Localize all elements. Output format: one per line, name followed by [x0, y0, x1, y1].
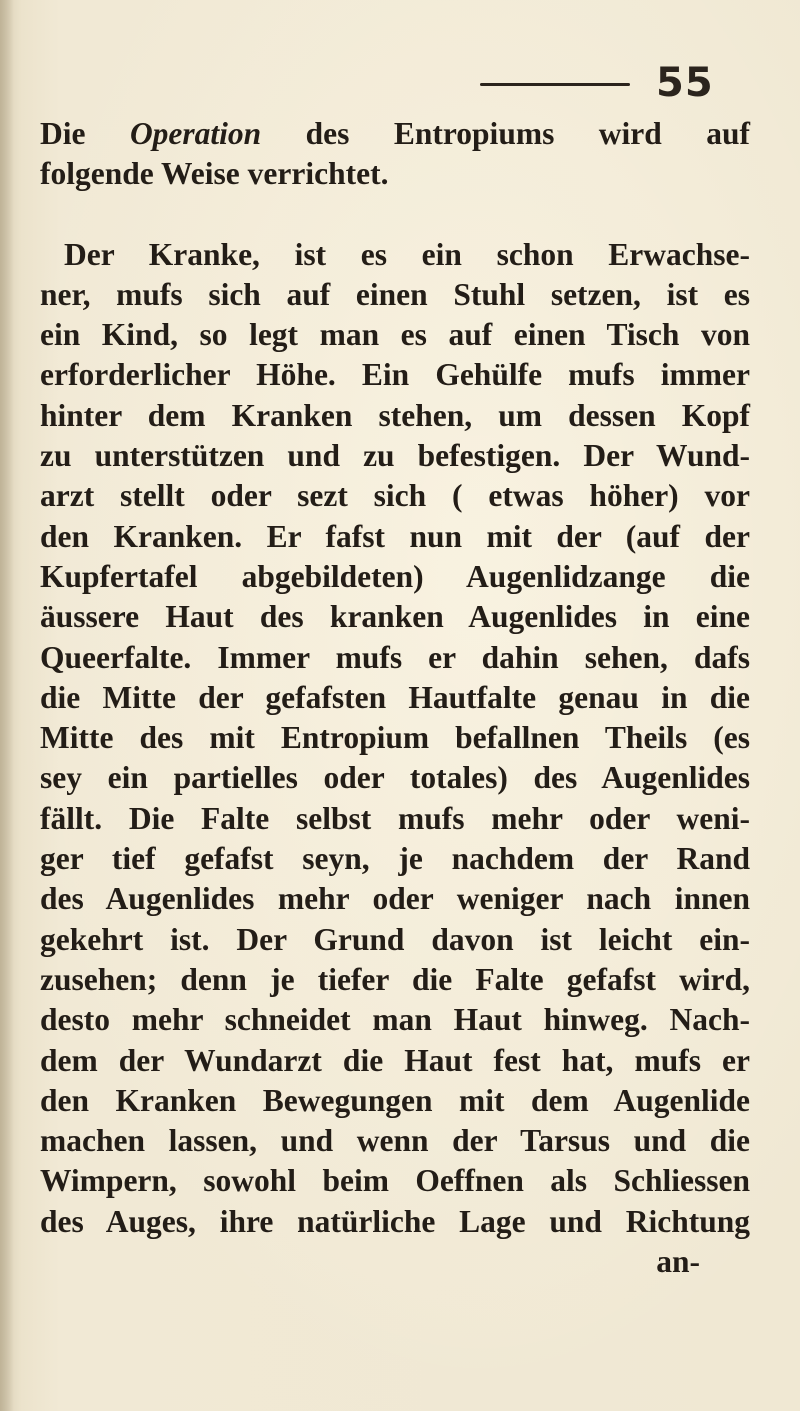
- text-line: machen lassen, und wenn der Tarsus und die: [40, 1123, 750, 1159]
- text-line: Mitte des mit Entropium befallnen Theils (es: [40, 720, 750, 756]
- text-line: des Auges, ihre natürliche Lage und Richtung: [40, 1203, 750, 1239]
- text-line: zusehen; denn je tiefer die Falte gefafst wird,: [40, 961, 750, 997]
- text-line: den Kranken Bewegungen mit dem Augenlide: [40, 1082, 750, 1118]
- text-line: hinter dem Kranken stehen, um dessen Kopf: [40, 397, 750, 433]
- text-line: fällt. Die Falte selbst mufs mehr oder weni-: [40, 800, 750, 836]
- page-number: 55: [656, 60, 714, 106]
- text-line: ner, mufs sich auf einen Stuhl setzen, ist es: [40, 276, 750, 312]
- text-line: den Kranken. Er fafst nun mit der (auf der: [40, 518, 750, 554]
- page-header: [480, 60, 740, 110]
- text-line: arzt stellt oder sezt sich ( etwas höher) vor: [40, 478, 750, 514]
- text-line: des Augenlides mehr oder weniger nach innen: [40, 881, 750, 917]
- text-line: Wimpern, sowohl beim Oeffnen als Schliessen: [40, 1163, 750, 1199]
- text-line: folgende Weise verrichtet.: [40, 156, 389, 192]
- text-line: Kupfertafel abgebildeten) Augenlidzange die: [40, 558, 750, 594]
- text-line: äussere Haut des kranken Augenlides in eine: [40, 599, 750, 635]
- text-line: Die Operation des Entropiums wird auf: [40, 116, 750, 151]
- text-line: dem der Wundarzt die Haut fest hat, mufs er: [40, 1042, 750, 1078]
- text-line: ein Kind, so legt man es auf einen Tisch von: [40, 317, 750, 353]
- text-line: sey ein partielles oder totales) des Augenlides: [40, 760, 750, 796]
- text-line: Der Kranke, ist es ein schon Erwachse-: [64, 236, 750, 272]
- text-line: gekehrt ist. Der Grund davon ist leicht ein-: [40, 921, 750, 957]
- text-line: die Mitte der gefafsten Hautfalte genau in die: [40, 679, 750, 715]
- text-line: desto mehr schneidet man Haut hinweg. Nach-: [40, 1002, 750, 1038]
- text-line: ger tief gefafst seyn, je nachdem der Rand: [40, 841, 750, 877]
- body-text: [40, 114, 750, 1282]
- text-line: Queerfalte. Immer mufs er dahin sehen, dafs: [40, 639, 750, 675]
- paragraph-gap: [40, 195, 750, 235]
- text-line: erforderlicher Höhe. Ein Gehülfe mufs immer: [40, 357, 750, 393]
- header-rule: [480, 83, 630, 86]
- text-line: zu unterstützen und zu befestigen. Der Wund-: [40, 438, 750, 474]
- emphasis-word: Operation: [129, 116, 262, 151]
- catchword: an-: [656, 1244, 700, 1280]
- page-spine-shadow: [0, 0, 14, 1411]
